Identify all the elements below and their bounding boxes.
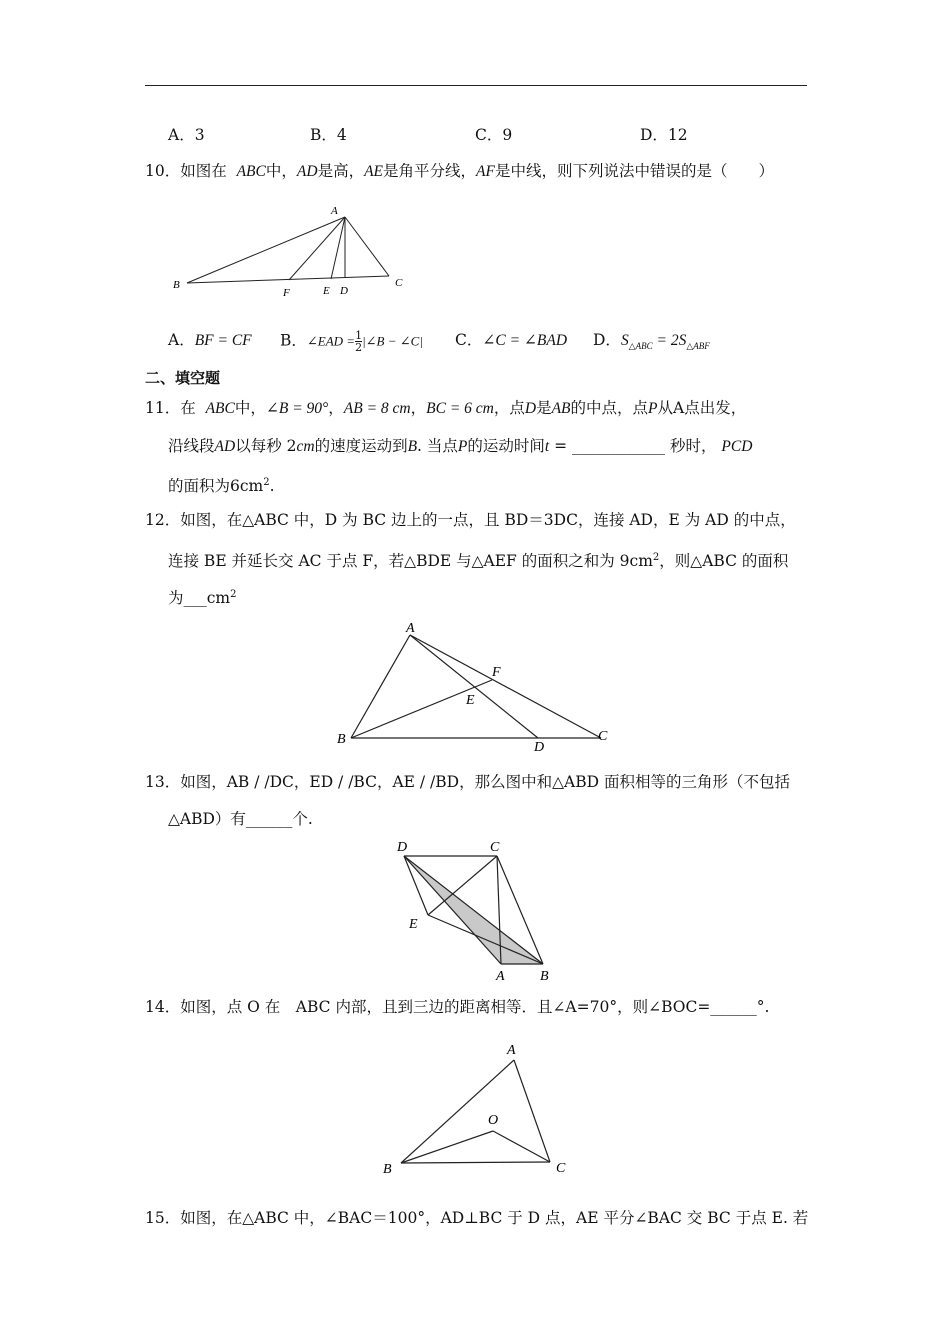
q9-option-c: C．9 [475,126,513,144]
q14-label-b: B [383,1162,392,1177]
q13-line2: △ABD）有______个. [168,810,313,828]
q10-option-a: A．BF = CF [168,331,252,349]
q12-label-a: A [406,621,415,636]
q11-line2: 沿线段AD以每秒 2cm的速度运动到B. 当点P的运动时间t = ____________ 秒时， PCD [168,437,753,455]
q12-label-c: C [598,729,608,744]
q13-label-b: B [540,969,549,984]
q14-label-a: A [507,1043,516,1058]
q13-label-d: D [397,840,408,855]
q10-stem: 10．如图在 ABC中，AD是高，AE是角平分线，AF是中线，则下列说法中错误的是（ ） [145,162,774,180]
q12-label-e: E [466,693,475,708]
q13-label-a: A [496,969,505,984]
q12-label-b: B [337,732,346,747]
q10-label-d: D [340,285,348,297]
q14-line1: 14．如图，点 O 在 ABC 内部，且到三边的距离相等．且∠A=70°，则∠BOC=______°. [145,998,770,1016]
q10-option-c: C．∠C = ∠BAD [455,331,568,349]
q12-line2: 连接 BE 并延长交 AC 于点 F，若△BDE 与△AEF 的面积之和为 $9cm^2$，则△ABC 的面积 [168,552,789,571]
q10-label-a: A [331,205,338,217]
q13-label-c: C [490,840,500,855]
q13-line1: 13．如图，AB / /DC，ED / /BC，AE / /BD，那么图中和△ABD 面积相等的三角形（不包括 [145,773,790,791]
q10-label-b: B [173,279,180,291]
q12-label-d: D [534,740,545,755]
q10-option-b: B．∠EAD = $\frac{1}{2}$ |∠B − ∠C| [280,329,423,354]
q10-label-e: E [323,285,330,297]
q9-option-d: D．12 [640,126,688,144]
q10-option-d: D．$S_{\triangle ABC} = 2S_{\triangle ABF}$ [593,331,710,352]
q11-line3: 的面积为$6cm^2$. [168,477,275,496]
q15-line1: 15．如图，在△ABC 中，∠BAC＝100°，AD⊥BC 于 D 点，AE 平分∠BAC 交 BC 于点 E. 若 [145,1209,809,1227]
q12-line1: 12．如图，在△ABC 中，D 为 BC 边上的一点，且 BD＝3DC，连接 AD，E 为 AD 的中点， [145,511,796,529]
q14-label-o: O [488,1113,499,1128]
section-heading: 二、填空题 [145,369,221,387]
q12-line3: 为$\_\_\_cm^2$ [168,589,237,608]
q9-option-b: B．4 [310,126,347,144]
q10-label-f: F [283,287,290,299]
q14-label-c: C [556,1161,566,1176]
q13-label-e: E [409,917,418,932]
q11-line1: 11．在 ABC中，∠B = 90°，AB = 8 cm，BC = 6 cm，点D是AB的中点，点P从A点出发， [145,399,747,417]
q12-label-f: F [492,665,501,680]
q10-label-c: C [395,277,403,289]
q9-option-a: A．3 [168,126,205,144]
